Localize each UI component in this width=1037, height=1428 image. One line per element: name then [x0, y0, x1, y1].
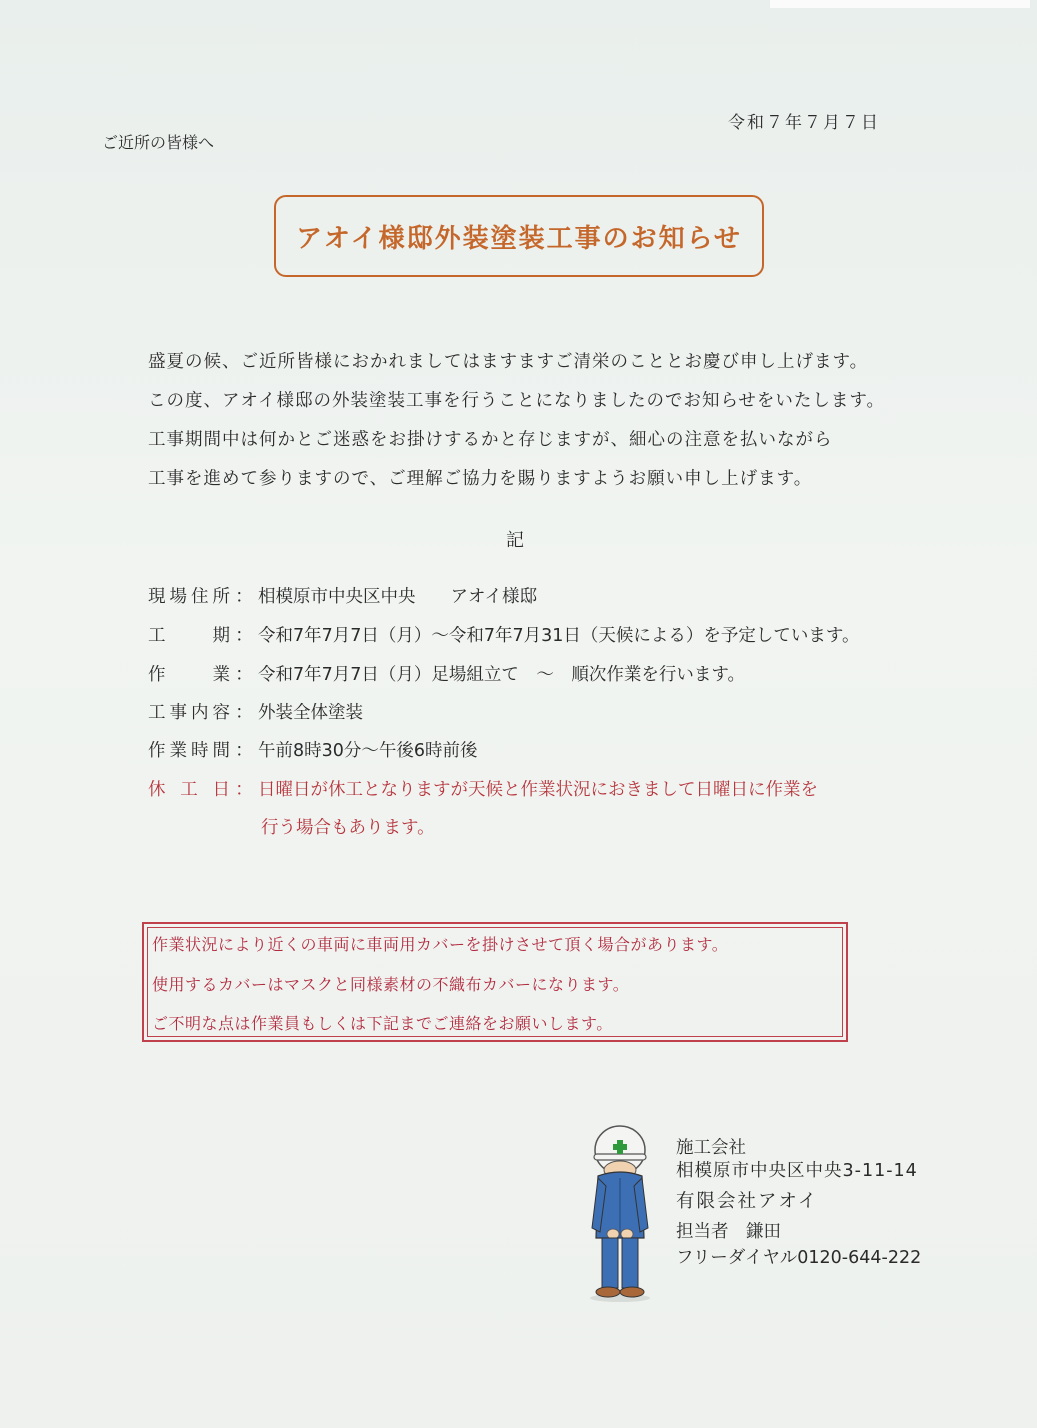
- item-label: 作業: [148, 665, 230, 685]
- item-colon: ：: [235, 741, 253, 761]
- notice-line-2: 使用するカバーはマスクと同様素材の不織布カバーになります。: [152, 975, 630, 994]
- item-holiday-continuation: 行う場合もあります。: [261, 818, 435, 838]
- item-site-address: [148, 583, 537, 608]
- bowing-worker-illustration: [580, 1110, 660, 1305]
- date: 令和７年７月７日: [728, 113, 880, 133]
- item-label: 工事内容: [148, 703, 230, 723]
- item-hours: [148, 737, 478, 762]
- contractor-person: 担当者 鎌田: [676, 1222, 781, 1242]
- item-colon: ：: [235, 780, 253, 800]
- item-value: 令和7年7月7日（月）足場組立て ～ 順次作業を行います。: [258, 665, 746, 685]
- page-title: アオイ様邸外装塗装工事のお知らせ: [296, 223, 742, 254]
- salutation: ご近所の皆様へ: [102, 133, 215, 152]
- body-line-1: 盛夏の候、ご近所皆様におかれましてはますますご清栄のこととお慶び申し上げます。: [148, 352, 869, 372]
- item-period: [148, 622, 860, 647]
- item-work: [148, 661, 745, 686]
- item-colon: ：: [235, 665, 253, 685]
- item-label: 休工日: [148, 780, 230, 800]
- paper-edge: [770, 0, 1030, 8]
- notice-line-1: 作業状況により近くの車両に車両用カバーを掛けさせて頂く場合があります。: [152, 935, 729, 954]
- body-line-2: この度、アオイ様邸の外装塗装工事を行うことになりましたのでお知らせをいたします。: [148, 391, 886, 411]
- contractor-company: 有限会社アオイ: [676, 1191, 819, 1212]
- contractor-heading: 施工会社: [676, 1138, 746, 1158]
- item-value: 日曜日が休工となりますが天候と作業状況におきまして日曜日に作業を: [258, 780, 818, 800]
- contractor-address: 相模原市中央区中央3-11-14: [676, 1161, 918, 1181]
- notice-box: [142, 922, 848, 1042]
- item-label: 工期: [148, 626, 230, 646]
- item-value: 令和7年7月7日（月）～令和7年7月31日（天候による）を予定しています。: [258, 626, 860, 646]
- item-content: [148, 699, 363, 724]
- item-colon: ：: [235, 703, 253, 723]
- item-colon: ：: [235, 587, 253, 607]
- title-box: [274, 195, 764, 277]
- item-colon: ：: [235, 626, 253, 646]
- contractor-phone: フリーダイヤル0120-644-222: [676, 1248, 922, 1268]
- item-value: 外装全体塗装: [258, 703, 363, 723]
- body-line-4: 工事を進めて参りますので、ご理解ご協力を賜りますようお願い申し上げます。: [148, 469, 813, 489]
- item-value: 相模原市中央区中央 アオイ様邸: [258, 587, 537, 607]
- body-line-3: 工事期間中は何かとご迷惑をお掛けするかと存じますが、細心の注意を払いながら: [148, 430, 833, 450]
- notice-line-3: ご不明な点は作業員もしくは下記までご連絡をお願いします。: [152, 1014, 613, 1033]
- item-label: 現場住所: [148, 587, 230, 607]
- item-holiday: [148, 776, 818, 801]
- ki-heading: 記: [506, 530, 524, 551]
- item-label: 作業時間: [148, 741, 230, 761]
- item-value: 午前8時30分～午後6時前後: [258, 741, 478, 761]
